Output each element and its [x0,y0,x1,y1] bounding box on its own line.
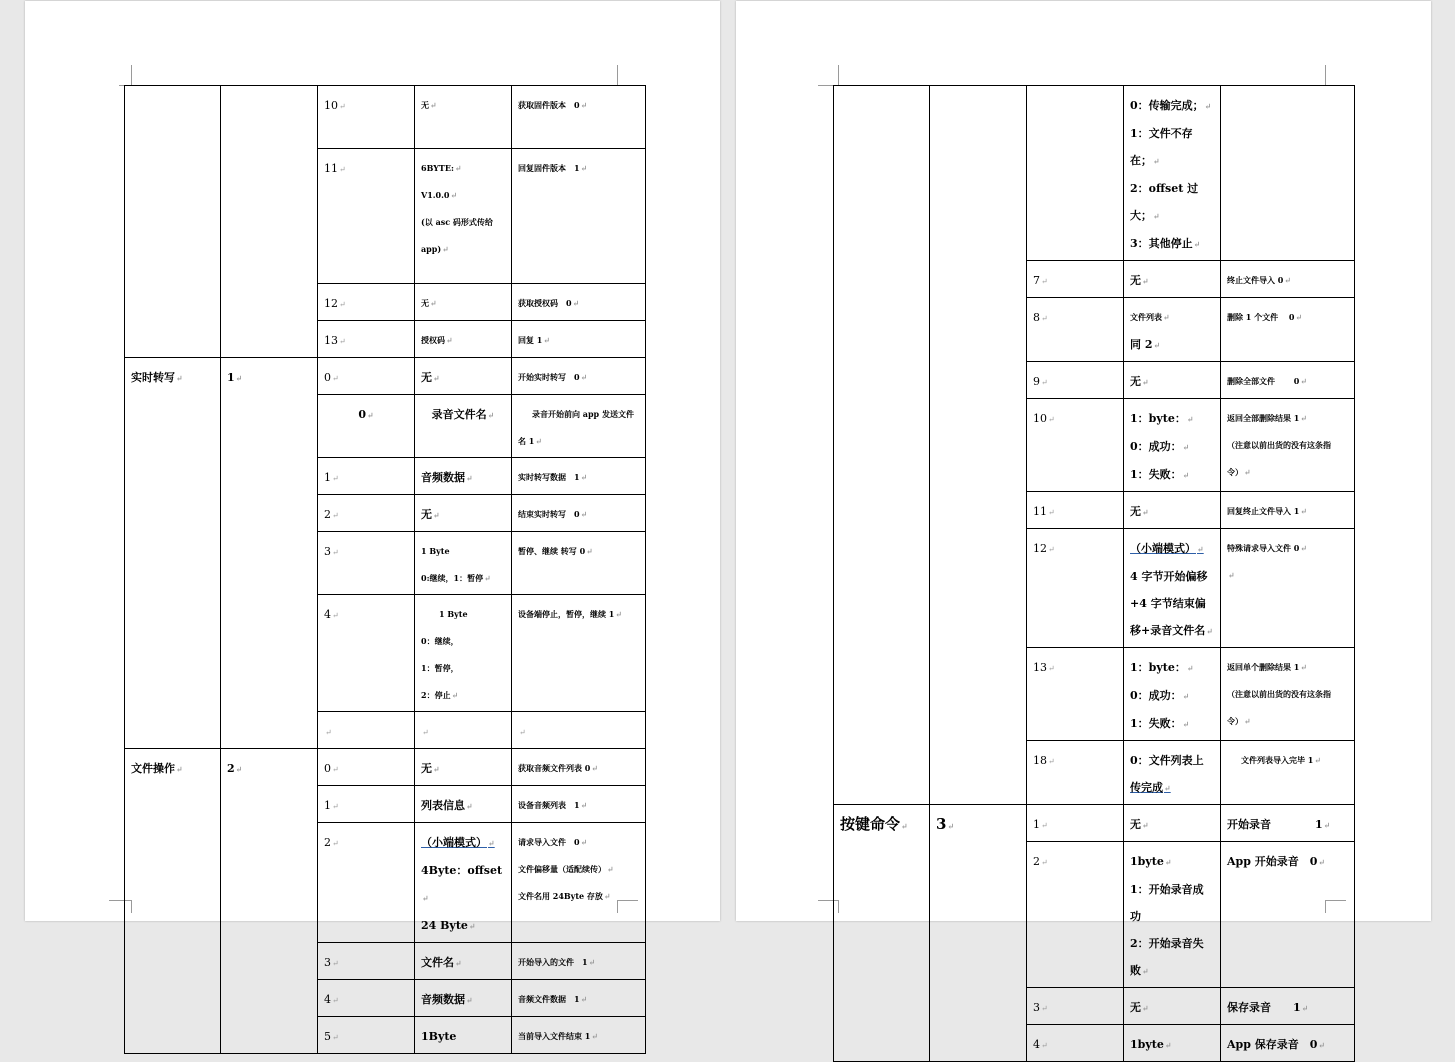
data-cell: 音频数据↵ [415,458,512,495]
data-cell: 无↵ [1124,492,1221,529]
data-cell: 无↵ [415,495,512,532]
group-name-cell: 实时转写↵ [125,358,221,749]
group-code-cell: 1↵ [221,358,318,749]
desc-cell [1221,86,1355,261]
desc-cell: 暂停、继续 转写 0↵ [512,532,646,595]
desc-cell: 开始录音 1↵ [1221,805,1355,842]
data-cell: 无↵ [1124,805,1221,842]
data-cell: 1byte↵ 1：开始录音成 功 2：开始录音失 败↵ [1124,842,1221,988]
desc-cell: 录音开始前向 app 发送文件 名 1↵ [512,395,646,458]
desc-cell: 获取固件版本 0↵ [512,86,646,149]
cmd-cell: 1↵ [318,786,415,823]
desc-cell: 返回全部删除结果 1↵ （注意以前出货的没有这条指 令）↵ [1221,399,1355,492]
table-row [125,749,646,786]
desc-cell: 当前导入文件结束 1↵ [512,1017,646,1054]
data-cell: 文件名↵ [415,943,512,980]
desc-cell: 结束实时转写 0↵ [512,495,646,532]
cmd-cell: 13↵ [1027,648,1124,741]
cmd-cell: 18↵ [1027,741,1124,805]
desc-cell: 删除 1 个文件 0↵ [1221,298,1355,362]
command-table [833,85,1355,1062]
desc-cell: 音频文件数据 1↵ [512,980,646,1017]
desc-cell: 设备端停止，暂停，继续 1↵ [512,595,646,712]
data-cell: 无↵ [1124,261,1221,298]
group-code-cell: 3↵ [930,805,1027,1062]
cmd-cell: 5↵ [318,1017,415,1054]
data-cell: 音频数据↵ [415,980,512,1017]
data-cell: 1：byte：↵ 0：成功：↵ 1：失败：↵ [1124,399,1221,492]
desc-cell: 获取授权码 0↵ [512,284,646,321]
cmd-cell: 2↵ [1027,842,1124,988]
cmd-cell: 4↵ [318,595,415,712]
document-page-2 [736,1,1431,1051]
desc-cell: 终止文件导入 0↵ [1221,261,1355,298]
cmd-cell: 9↵ [1027,362,1124,399]
cmd-cell: 12↵ [318,284,415,321]
desc-cell: 开始导入的文件 1↵ [512,943,646,980]
data-cell: ↵ [415,712,512,749]
cmd-cell: 11↵ [1027,492,1124,529]
group-name-cell [125,86,221,358]
cmd-cell: 0↵ [318,749,415,786]
group-code-cell: 2↵ [221,749,318,1054]
data-cell: 录音文件名↵ [415,395,512,458]
cmd-cell: 4↵ [1027,1025,1124,1062]
data-cell: 1：byte：↵ 0：成功：↵ 1：失败：↵ [1124,648,1221,741]
data-cell: 无↵ [415,749,512,786]
document-page-1 [25,1,720,1043]
data-cell: 0：文件列表上 传完成↵ [1124,741,1221,805]
crop-mark [617,65,636,86]
data-cell: 0：传输完成；↵ 1：文件不存在；↵ 2：offset 过大；↵ 3：其他停止↵ [1124,86,1221,261]
cmd-cell: 8↵ [1027,298,1124,362]
desc-cell: 实时转写数据 1↵ [512,458,646,495]
desc-cell: ↵ [512,712,646,749]
desc-cell: 设备音频列表 1↵ [512,786,646,823]
desc-cell: 回复终止文件导入 1↵ [1221,492,1355,529]
crop-mark [119,65,132,86]
cmd-cell: 3↵ [1027,988,1124,1025]
group-name-cell: 按键命令↵ [834,805,930,1062]
data-cell: 无↵ [415,358,512,395]
data-cell: 无↵ [1124,988,1221,1025]
group-name-cell [834,86,930,805]
cmd-cell: 1↵ [1027,805,1124,842]
data-cell: 授权码↵ [415,321,512,358]
data-cell: 无↵ [415,86,512,149]
desc-cell: 文件列表导入完毕 1↵ [1221,741,1355,805]
table-row [125,86,646,149]
data-cell: （小端模式）↵ 4 字节开始偏移 +4 字节结束偏 移+录音文件名↵ [1124,529,1221,648]
cmd-cell: 2↵ [318,495,415,532]
data-cell: （小端模式）↵ 4Byte：offset↵ 24 Byte↵ [415,823,512,943]
table-row [834,805,1355,842]
cmd-cell: 13↵ [318,321,415,358]
cmd-cell: 11↵ [318,149,415,284]
desc-cell: 返回单个删除结果 1↵ （注意以前出货的没有这条指 令）↵ [1221,648,1355,741]
desc-cell: 特殊请求导入文件 0↵ ↵ [1221,529,1355,648]
crop-mark [818,65,839,86]
cmd-cell: 3↵ [318,943,415,980]
table-row [834,86,1355,261]
table-row [125,358,646,395]
data-cell: 1 Byte 0:继续，1：暂停↵ [415,532,512,595]
data-cell: 无↵ [1124,362,1221,399]
cmd-cell: 4↵ [318,980,415,1017]
group-code-cell [221,86,318,358]
desc-cell: App 保存录音 0↵ [1221,1025,1355,1062]
cmd-cell: 2↵ [318,823,415,943]
desc-cell: 删除全部文件 0↵ [1221,362,1355,399]
desc-cell: 开始实时转写 0↵ [512,358,646,395]
command-table [124,85,646,1054]
data-cell: 6BYTE:↵ V1.0.0↵ (以 asc 码形式传给 app)↵ [415,149,512,284]
cmd-cell: 1↵ [318,458,415,495]
data-cell: 1Byte [415,1017,512,1054]
cmd-cell: 12↵ [1027,529,1124,648]
cmd-cell: 10↵ [1027,399,1124,492]
desc-cell: 获取音频文件列表 0↵ [512,749,646,786]
data-cell: 列表信息↵ [415,786,512,823]
cmd-cell: 10↵ [318,86,415,149]
desc-cell: 回复固件版本 1↵ [512,149,646,284]
group-code-cell [930,86,1027,805]
crop-mark [1325,65,1346,86]
data-cell: 1 Byte 0：继续， 1：暂停， 2：停止↵ [415,595,512,712]
desc-cell: App 开始录音 0↵ [1221,842,1355,988]
cmd-cell: ↵ [318,712,415,749]
cmd-cell: 3↵ [318,532,415,595]
data-cell: 文件列表↵ 同 2↵ [1124,298,1221,362]
cmd-cell: 7↵ [1027,261,1124,298]
desc-cell: 保存录音 1↵ [1221,988,1355,1025]
data-cell: 无↵ [415,284,512,321]
group-name-cell: 文件操作↵ [125,749,221,1054]
desc-cell: 回复 1↵ [512,321,646,358]
cmd-cell: 0↵ [318,358,415,395]
data-cell: 1byte↵ [1124,1025,1221,1062]
cmd-cell: 0↵ [318,395,415,458]
cmd-cell [1027,86,1124,261]
desc-cell: 请求导入文件 0↵ 文件偏移量（适配续传）↵ 文件名用 24Byte 存放↵ [512,823,646,943]
